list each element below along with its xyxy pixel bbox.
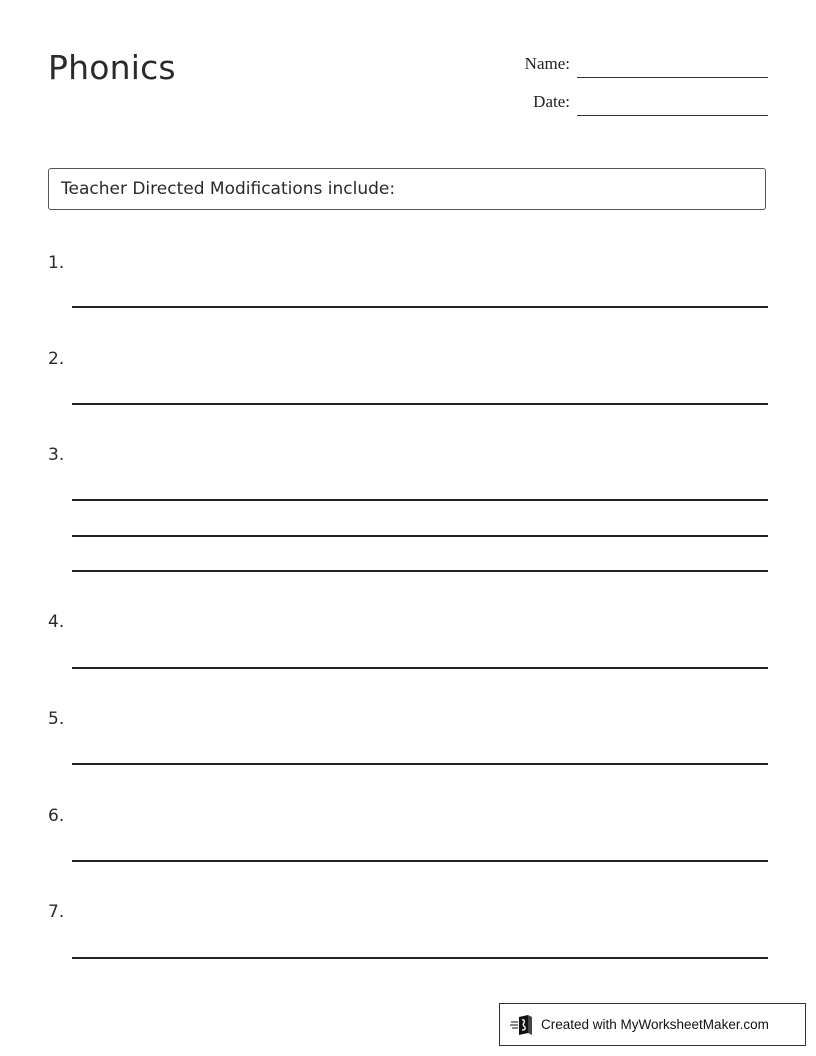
answer-line[interactable]: [72, 306, 768, 308]
question-number: 7.: [48, 902, 65, 922]
question-number: 2.: [48, 349, 65, 369]
question-number: 3.: [48, 445, 65, 465]
answer-line[interactable]: [72, 957, 768, 959]
question-number: 1.: [48, 253, 65, 273]
credit-badge[interactable]: [499, 1003, 806, 1046]
answer-line[interactable]: [72, 403, 768, 405]
credit-text: Created with MyWorksheetMaker.com: [541, 1017, 769, 1032]
answer-line[interactable]: [72, 535, 768, 537]
answer-line[interactable]: [72, 667, 768, 669]
answer-line[interactable]: [72, 570, 768, 572]
page-title: Phonics: [48, 48, 176, 87]
question-number: 5.: [48, 709, 65, 729]
answer-line[interactable]: [72, 860, 768, 862]
date-label: Date:: [533, 92, 570, 111]
question-number: 6.: [48, 806, 65, 826]
modifications-text: Teacher Directed Modifications include:: [61, 179, 396, 199]
question-number: 4.: [48, 612, 65, 632]
answer-line[interactable]: [72, 499, 768, 501]
name-field[interactable]: [577, 77, 768, 78]
answer-line[interactable]: [72, 763, 768, 765]
date-field[interactable]: [577, 115, 768, 116]
modifications-box: [48, 168, 766, 210]
name-label: Name:: [524, 54, 570, 73]
book-icon: [510, 1014, 534, 1036]
